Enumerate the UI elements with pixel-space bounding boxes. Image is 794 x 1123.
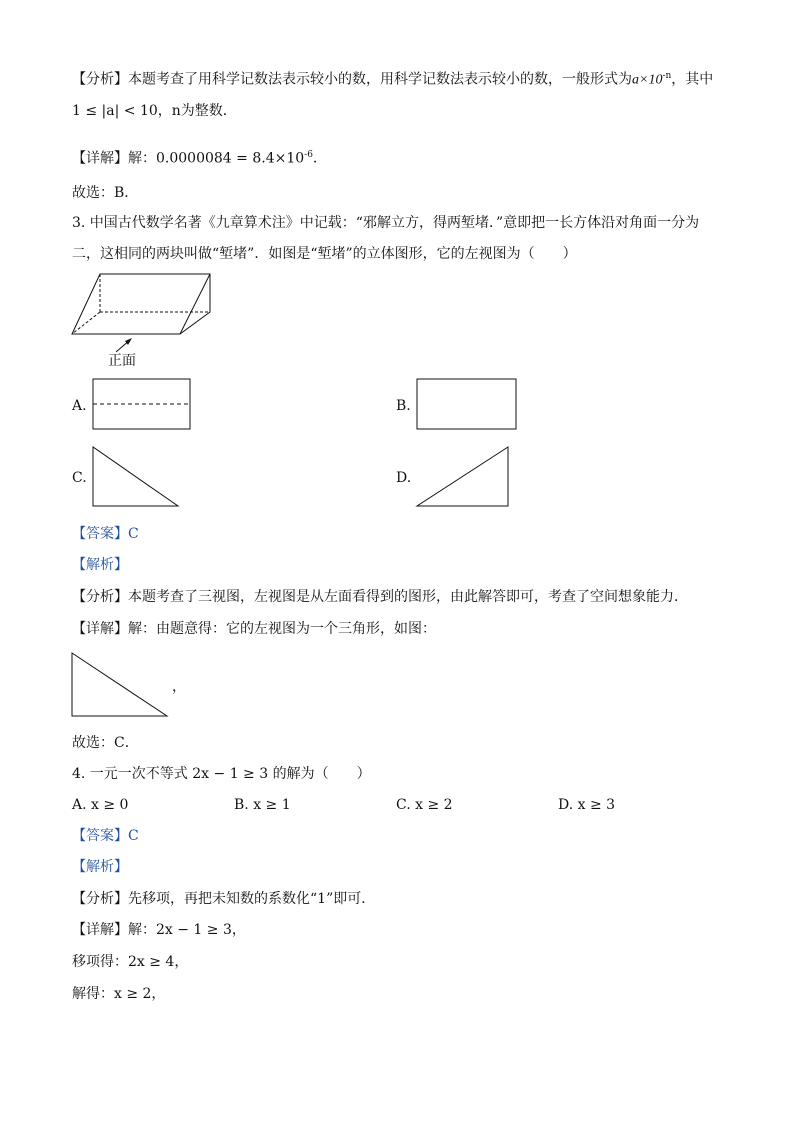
option-c-label: C. [72,470,87,486]
detail-tail: ． [312,150,327,167]
analysis-line-1 [72,66,713,91]
q3-stem-line-1: 3. 中国古代数学名著《九章算术注》中记载：“邪解立方，得两堑堵．”意即把一长方体沿对角面一分为 [72,215,700,231]
option-b-figure [416,378,518,430]
option-c-figure [92,446,180,508]
detail-text: 【详解】解：0.0000084 = 8.4×10 [72,150,305,167]
q4-jiexi: 【解析】 [72,859,128,875]
detail-line [72,145,327,169]
q3-detail: 【详解】解：由题意得：它的左视图为一个三角形，如图： [72,621,436,637]
analysis-line-2: 1 ≤ |a| < 10，n为整数． [72,103,237,119]
choose-b: 故选：B． [72,185,139,201]
q4-option-b: B. x ≥ 1 [234,797,291,813]
q4-step-2: 解得：x ≥ 2， [72,986,166,1002]
q4-option-d: D. x ≥ 3 [558,797,616,813]
analysis-tail: ，其中 [671,71,714,88]
option-b-label: B. [396,398,411,414]
option-d-figure [416,446,510,508]
analysis-text: 【分析】本题考查了用科学记数法表示较小的数，用科学记数法表示较小的数，一般形式为 [72,71,632,88]
q4-answer: 【答案】C [72,828,139,844]
q3-solution-triangle [71,652,169,718]
q4-detail: 【详解】解：2x − 1 ≥ 3， [72,922,246,938]
option-a-label: A. [72,398,87,414]
q3-answer: 【答案】C [72,526,139,542]
q4-option-c: C. x ≥ 2 [396,797,453,813]
q3-jiexi: 【解析】 [72,557,128,573]
q3-choose: 故选：C． [72,735,139,751]
option-a-figure [92,378,192,430]
q4-analysis: 【分析】先移项，再把未知数的系数化“1”即可． [72,891,376,907]
q4-step-1: 移项得：2x ≥ 4， [72,954,189,970]
q4-stem: 4. 一元一次不等式 2x − 1 ≥ 3 的解为（ ） [72,766,371,782]
sci-notation-exponent: -n [662,71,672,81]
qiandu-prism-figure [70,270,220,350]
option-d-label: D. [396,470,412,486]
detail-exponent: -6 [304,150,313,160]
q3-stem-line-2: 二，这相同的两块叫做“堑堵”．如图是“堑堵”的立体图形，它的左视图为（ ） [72,246,577,262]
q3-analysis: 【分析】本题考查了三视图，左视图是从左面看得到的图形，由此解答即可，考查了空间想象能力． [72,589,688,605]
front-label: 正面 [108,353,136,369]
q3-comma: ， [172,679,186,695]
sci-notation-formula: a×10 [632,72,663,88]
q4-option-a: A. x ≥ 0 [72,797,129,813]
